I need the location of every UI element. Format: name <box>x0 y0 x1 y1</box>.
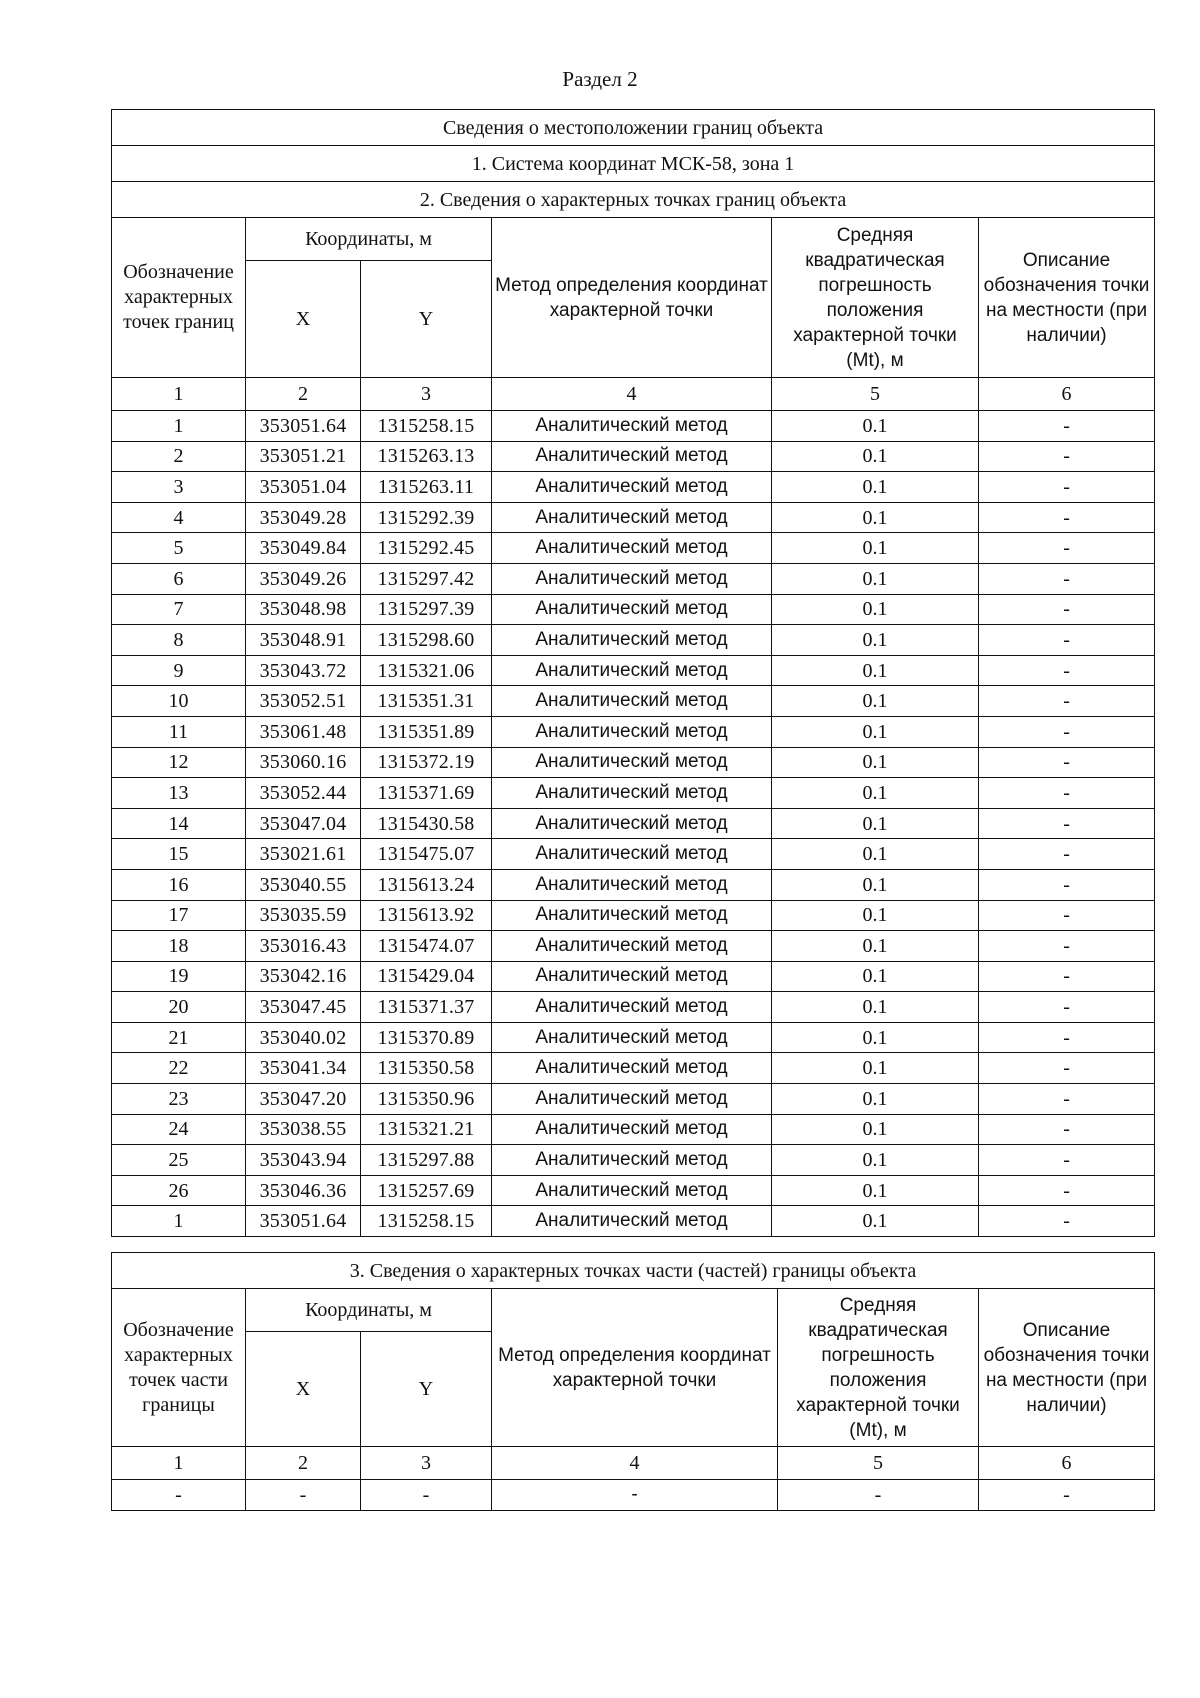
method-cell: Аналитический метод <box>492 686 772 717</box>
header-description: Описание обозначения точки на местности (при наличии) <box>979 1289 1155 1447</box>
point-number: 18 <box>112 931 246 962</box>
description-cell: - <box>979 533 1155 564</box>
coord-y: 1315351.89 <box>361 716 492 747</box>
method-cell: Аналитический метод <box>492 625 772 656</box>
point-number: 3 <box>112 472 246 503</box>
coord-x: 353016.43 <box>246 931 361 962</box>
method-cell: Аналитический метод <box>492 716 772 747</box>
error-cell: 0.1 <box>772 992 979 1023</box>
coord-x: 353035.59 <box>246 900 361 931</box>
description-cell: - <box>979 655 1155 686</box>
method-cell: Аналитический метод <box>492 594 772 625</box>
coord-y: 1315613.92 <box>361 900 492 931</box>
table-row <box>112 1145 1155 1176</box>
point-number: 8 <box>112 625 246 656</box>
error-cell: 0.1 <box>772 1084 979 1115</box>
error-cell: 0.1 <box>772 1206 979 1237</box>
point-number: 15 <box>112 839 246 870</box>
description-cell: - <box>979 563 1155 594</box>
point-number: 20 <box>112 992 246 1023</box>
method-cell: Аналитический метод <box>492 869 772 900</box>
column-number: 4 <box>492 378 772 411</box>
table-row <box>112 533 1155 564</box>
coord-x: 353047.20 <box>246 1084 361 1115</box>
coord-y: 1315292.45 <box>361 533 492 564</box>
column-number: 3 <box>361 378 492 411</box>
method-cell: Аналитический метод <box>492 778 772 809</box>
table-row <box>112 716 1155 747</box>
description-cell: - <box>979 992 1155 1023</box>
coord-x: 353061.48 <box>246 716 361 747</box>
method-cell: Аналитический метод <box>492 839 772 870</box>
error-cell: 0.1 <box>772 625 979 656</box>
point-number: 9 <box>112 655 246 686</box>
description-cell: - <box>979 869 1155 900</box>
method-cell: Аналитический метод <box>492 961 772 992</box>
coord-x: 353051.64 <box>246 1206 361 1237</box>
coord-x: 353038.55 <box>246 1114 361 1145</box>
method-cell: Аналитический метод <box>492 992 772 1023</box>
point-number: 4 <box>112 502 246 533</box>
error-cell: 0.1 <box>772 533 979 564</box>
point-number: 13 <box>112 778 246 809</box>
table-row <box>112 411 1155 442</box>
page-title: Раздел 2 <box>562 67 638 91</box>
point-number: 2 <box>112 441 246 472</box>
error-cell: 0.1 <box>772 441 979 472</box>
table-row <box>112 472 1155 503</box>
error-cell: 0.1 <box>772 778 979 809</box>
description-cell: - <box>979 594 1155 625</box>
table-row <box>112 747 1155 778</box>
method-cell: Аналитический метод <box>492 808 772 839</box>
error-cell: 0.1 <box>772 594 979 625</box>
table-row <box>112 1053 1155 1084</box>
coord-y: 1315613.24 <box>361 869 492 900</box>
description-cell: - <box>979 931 1155 962</box>
description-cell: - <box>979 1206 1155 1237</box>
description-cell: - <box>979 808 1155 839</box>
description-cell: - <box>979 411 1155 442</box>
coord-x: 353047.45 <box>246 992 361 1023</box>
coord-x: 353052.44 <box>246 778 361 809</box>
method-cell: Аналитический метод <box>492 472 772 503</box>
coord-y: 1315475.07 <box>361 839 492 870</box>
description-cell: - <box>979 778 1155 809</box>
point-number: 7 <box>112 594 246 625</box>
method-cell: Аналитический метод <box>492 747 772 778</box>
error-cell: 0.1 <box>772 1175 979 1206</box>
coordinate-system: 1. Система координат МСК-58, зона 1 <box>112 146 1155 182</box>
column-number: 5 <box>778 1447 979 1480</box>
error-cell: 0.1 <box>772 1053 979 1084</box>
coord-x: 353051.04 <box>246 472 361 503</box>
coord-y: 1315258.15 <box>361 411 492 442</box>
coord-x: 353049.84 <box>246 533 361 564</box>
error-cell: 0.1 <box>772 563 979 594</box>
coord-x: 353049.26 <box>246 563 361 594</box>
column-number: 3 <box>361 1447 492 1480</box>
table-row <box>112 1114 1155 1145</box>
table-row <box>112 931 1155 962</box>
description-cell: - <box>979 1175 1155 1206</box>
header-method: Метод определения координат характерной точки <box>492 1289 778 1447</box>
table-row <box>112 961 1155 992</box>
point-number: 10 <box>112 686 246 717</box>
coord-y: 1315321.21 <box>361 1114 492 1145</box>
table-row <box>112 686 1155 717</box>
column-number: 6 <box>979 378 1155 411</box>
coord-y: 1315263.11 <box>361 472 492 503</box>
error-cell: - <box>778 1480 979 1511</box>
error-cell: 0.1 <box>772 900 979 931</box>
error-cell: 0.1 <box>772 472 979 503</box>
column-numbers-row <box>112 378 1155 411</box>
coord-y: 1315350.96 <box>361 1084 492 1115</box>
point-number: 22 <box>112 1053 246 1084</box>
header-designation: Обозначение характерных точек границ <box>112 218 246 378</box>
coord-x: 353040.02 <box>246 1022 361 1053</box>
method-cell: Аналитический метод <box>492 900 772 931</box>
table-row <box>112 1206 1155 1237</box>
column-number: 1 <box>112 1447 246 1480</box>
header-x: X <box>246 261 361 378</box>
point-number: 21 <box>112 1022 246 1053</box>
header-error: Средняя квадратическая погрешность положения характерной точки (Mt), м <box>778 1289 979 1447</box>
method-cell: Аналитический метод <box>492 1022 772 1053</box>
coord-x: - <box>246 1480 361 1511</box>
table-heading: Сведения о местоположении границ объекта <box>112 110 1155 146</box>
description-cell: - <box>979 839 1155 870</box>
point-number: 1 <box>112 1206 246 1237</box>
description-cell: - <box>979 686 1155 717</box>
point-number: 16 <box>112 869 246 900</box>
header-error: Средняя квадратическая погрешность положения характерной точки (Mt), м <box>772 218 979 378</box>
point-number: 1 <box>112 411 246 442</box>
description-cell: - <box>979 1053 1155 1084</box>
description-cell: - <box>979 747 1155 778</box>
method-cell: Аналитический метод <box>492 441 772 472</box>
column-number: 6 <box>979 1447 1155 1480</box>
table-row <box>112 778 1155 809</box>
column-numbers-row <box>112 1447 1155 1480</box>
error-cell: 0.1 <box>772 411 979 442</box>
description-cell: - <box>979 1480 1155 1511</box>
column-number: 2 <box>246 1447 361 1480</box>
coord-x: 353041.34 <box>246 1053 361 1084</box>
table-row <box>112 1480 1155 1511</box>
part-boundary-points-table <box>111 1252 1155 1511</box>
table-row <box>112 441 1155 472</box>
error-cell: 0.1 <box>772 747 979 778</box>
point-number: 17 <box>112 900 246 931</box>
coord-y: 1315297.88 <box>361 1145 492 1176</box>
error-cell: 0.1 <box>772 502 979 533</box>
point-number: 26 <box>112 1175 246 1206</box>
coord-x: 353047.04 <box>246 808 361 839</box>
coord-y: 1315350.58 <box>361 1053 492 1084</box>
coord-x: 353060.16 <box>246 747 361 778</box>
error-cell: 0.1 <box>772 808 979 839</box>
header-y: Y <box>361 1332 492 1447</box>
coord-y: 1315263.13 <box>361 441 492 472</box>
description-cell: - <box>979 441 1155 472</box>
coord-y: - <box>361 1480 492 1511</box>
coord-x: 353043.94 <box>246 1145 361 1176</box>
method-cell: Аналитический метод <box>492 931 772 962</box>
error-cell: 0.1 <box>772 839 979 870</box>
column-number: 1 <box>112 378 246 411</box>
method-cell: Аналитический метод <box>492 533 772 564</box>
coord-x: 353043.72 <box>246 655 361 686</box>
error-cell: 0.1 <box>772 686 979 717</box>
coord-y: 1315429.04 <box>361 961 492 992</box>
table-row <box>112 1175 1155 1206</box>
coord-y: 1315430.58 <box>361 808 492 839</box>
coord-x: 353049.28 <box>246 502 361 533</box>
coord-y: 1315351.31 <box>361 686 492 717</box>
coord-y: 1315297.42 <box>361 563 492 594</box>
method-cell: Аналитический метод <box>492 1206 772 1237</box>
description-cell: - <box>979 472 1155 503</box>
error-cell: 0.1 <box>772 1114 979 1145</box>
method-cell: - <box>492 1480 778 1511</box>
coord-x: 353048.91 <box>246 625 361 656</box>
description-cell: - <box>979 1084 1155 1115</box>
method-cell: Аналитический метод <box>492 563 772 594</box>
error-cell: 0.1 <box>772 961 979 992</box>
table-row <box>112 1084 1155 1115</box>
coord-y: 1315298.60 <box>361 625 492 656</box>
description-cell: - <box>979 502 1155 533</box>
table-row <box>112 563 1155 594</box>
coord-x: 353051.21 <box>246 441 361 472</box>
method-cell: Аналитический метод <box>492 655 772 686</box>
method-cell: Аналитический метод <box>492 1114 772 1145</box>
point-number: - <box>112 1480 246 1511</box>
point-number: 12 <box>112 747 246 778</box>
table-row <box>112 625 1155 656</box>
table-row <box>112 992 1155 1023</box>
point-number: 19 <box>112 961 246 992</box>
header-designation: Обозначение характерных точек части границы <box>112 1289 246 1447</box>
point-number: 24 <box>112 1114 246 1145</box>
column-number: 5 <box>772 378 979 411</box>
table-row <box>112 502 1155 533</box>
coord-x: 353042.16 <box>246 961 361 992</box>
point-number: 11 <box>112 716 246 747</box>
description-cell: - <box>979 1145 1155 1176</box>
coord-y: 1315474.07 <box>361 931 492 962</box>
table-row <box>112 655 1155 686</box>
error-cell: 0.1 <box>772 1145 979 1176</box>
header-description: Описание обозначения точки на местности (при наличии) <box>979 218 1155 378</box>
method-cell: Аналитический метод <box>492 1145 772 1176</box>
error-cell: 0.1 <box>772 869 979 900</box>
coord-x: 353040.55 <box>246 869 361 900</box>
description-cell: - <box>979 1114 1155 1145</box>
coord-y: 1315371.37 <box>361 992 492 1023</box>
point-number: 5 <box>112 533 246 564</box>
boundary-points-table <box>111 109 1155 1237</box>
table-row <box>112 839 1155 870</box>
method-cell: Аналитический метод <box>492 1053 772 1084</box>
table-row <box>112 808 1155 839</box>
header-x: X <box>246 1332 361 1447</box>
point-number: 14 <box>112 808 246 839</box>
coord-x: 353051.64 <box>246 411 361 442</box>
coord-x: 353021.61 <box>246 839 361 870</box>
column-number: 2 <box>246 378 361 411</box>
table-row <box>112 594 1155 625</box>
coord-y: 1315371.69 <box>361 778 492 809</box>
section-subheading: 3. Сведения о характерных точках части (частей) границы объекта <box>112 1253 1155 1289</box>
column-number: 4 <box>492 1447 778 1480</box>
coord-y: 1315258.15 <box>361 1206 492 1237</box>
method-cell: Аналитический метод <box>492 502 772 533</box>
coord-x: 353048.98 <box>246 594 361 625</box>
header-coordinates: Координаты, м <box>246 218 492 261</box>
point-number: 6 <box>112 563 246 594</box>
method-cell: Аналитический метод <box>492 1175 772 1206</box>
error-cell: 0.1 <box>772 716 979 747</box>
coord-y: 1315372.19 <box>361 747 492 778</box>
error-cell: 0.1 <box>772 931 979 962</box>
description-cell: - <box>979 716 1155 747</box>
coord-x: 353052.51 <box>246 686 361 717</box>
table-row <box>112 900 1155 931</box>
point-number: 25 <box>112 1145 246 1176</box>
header-method: Метод определения координат характерной точки <box>492 218 772 378</box>
description-cell: - <box>979 625 1155 656</box>
description-cell: - <box>979 1022 1155 1053</box>
coord-y: 1315257.69 <box>361 1175 492 1206</box>
header-y: Y <box>361 261 492 378</box>
coord-y: 1315370.89 <box>361 1022 492 1053</box>
error-cell: 0.1 <box>772 1022 979 1053</box>
error-cell: 0.1 <box>772 655 979 686</box>
table-row <box>112 1022 1155 1053</box>
description-cell: - <box>979 961 1155 992</box>
description-cell: - <box>979 900 1155 931</box>
table-row <box>112 869 1155 900</box>
coord-y: 1315292.39 <box>361 502 492 533</box>
method-cell: Аналитический метод <box>492 411 772 442</box>
header-coordinates: Координаты, м <box>246 1289 492 1332</box>
method-cell: Аналитический метод <box>492 1084 772 1115</box>
coord-x: 353046.36 <box>246 1175 361 1206</box>
coord-y: 1315297.39 <box>361 594 492 625</box>
coord-y: 1315321.06 <box>361 655 492 686</box>
point-number: 23 <box>112 1084 246 1115</box>
section-subheading: 2. Сведения о характерных точках границ объекта <box>112 182 1155 218</box>
